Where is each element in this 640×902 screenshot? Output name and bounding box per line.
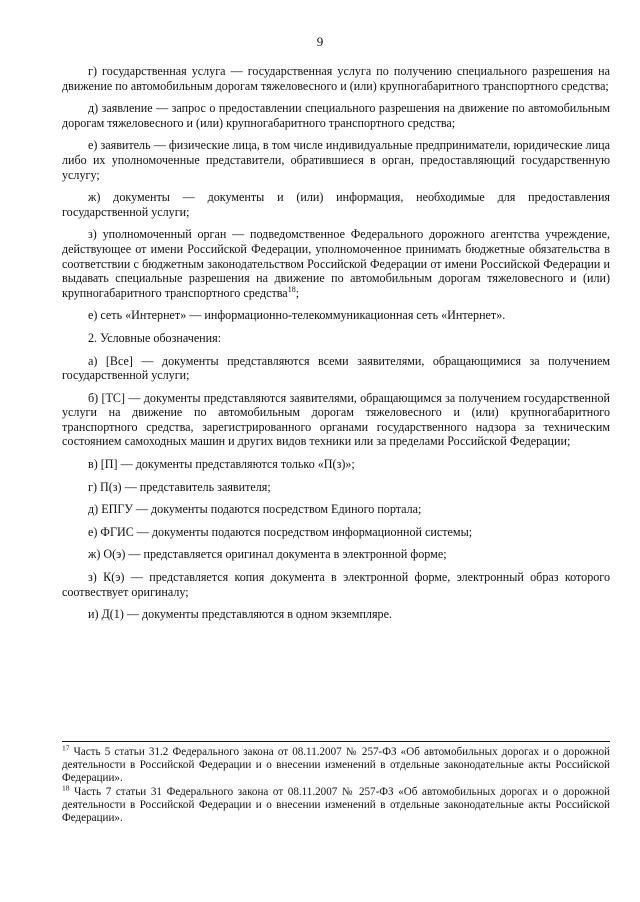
footnote-18 (62, 782, 610, 826)
footnote-mark: 18 (62, 782, 70, 792)
document-body (62, 64, 610, 630)
definition-applicant: е) заявитель — физические лица, в том числе индивидуальные предприниматели, юридические лица либо их уполномоченные представители, обратившиеся в орган, предоставляющий государственную услугу; (62, 138, 610, 182)
definition-application: д) заявление — запрос о предоставлении специального разрешения на движение по автомобильным дорогам тяжеловесного и (или) крупногабаритного транспортного средства; (62, 101, 610, 130)
page-number: 9 (316, 34, 324, 49)
definition-state-service: г) государственная услуга — государственная услуга по получению специального разрешения на движение по автомобильным дорогам тяжеловесного и (или) крупногабаритного транспортного средства; (62, 64, 610, 93)
legend-p: в) [П] — документы представляются только «П(з)»; (88, 457, 355, 472)
footnote-text: Часть 7 статьи 31 Федерального закона от 08.11.2007 № 257-ФЗ «Об автомобильных дорогах и о дорожной деятельности в Российской Федерации и о внесении изменений в отдельные законодательные акты Российской Федерации». (62, 785, 610, 825)
definition-authorized-body-text: з) уполномоченный орган — подведомственное Федерального дорожного агентства учреждение, действующее от имени Российской Федерации, уполномоченное принимать бюджетные обязательства в соответствии с бюджетным законодательством Российской Федерации от имени Российской Федерации и выдавать специальные разрешения на движение по автомобильным дорогам тяжеловесного и (или) крупногабаритного транспортного средства (62, 227, 610, 300)
legend-copy-electronic: з) К(э) — представляется копия документа в электронной форме, электронный образ которого соотвествует оригиналу; (62, 570, 610, 599)
footnote-divider (62, 741, 610, 742)
legend-fgis: е) ФГИС — документы подаются посредством информационной системы; (88, 524, 473, 539)
legend-all: а) [Все] — документы представляются всеми заявителями, обращающимися за получением государственной услуги; (62, 353, 610, 383)
footnote-mark: 17 (62, 743, 70, 753)
definition-internet: е) сеть «Интернет» — информационно-телекоммуникационная сеть «Интернет». (88, 308, 506, 323)
footnotes (62, 743, 610, 825)
definition-documents: ж) документы — документы и (или) информация, необходимые для предоставления государственной услуги; (62, 190, 610, 219)
legend-pz: г) П(з) — представитель заявителя; (88, 479, 271, 494)
definition-authorized-body (62, 227, 610, 300)
legend-epgu: д) ЕПГУ — документы подаются посредством Единого портала; (88, 502, 422, 517)
footnote-ref-18: 18 (287, 284, 296, 294)
definition-authorized-body-suffix: ; (295, 285, 300, 300)
footnote-17 (62, 743, 610, 786)
section-legend-heading: 2. Условные обозначения: (88, 330, 222, 345)
footnote-text: Часть 5 статьи 31.2 Федерального закона от 08.11.2007 № 257-ФЗ «Об автомобильных дорогах и о дорожной деятельности в Российской Федерации и о внесении изменений в отдельные законодательные акты Российской Федерации». (62, 746, 610, 785)
legend-single-copy: и) Д(1) — документы представляются в одном экземпляре. (88, 607, 392, 622)
legend-original-electronic: ж) О(э) — представляется оригинал документа в электронной форме; (88, 547, 447, 562)
legend-ts: б) [ТС] — документы представляются заявителями, обращающимся за получением государственной услуги на движение по автомобильным дорогам тяжеловесного и (или) крупногабаритного транспортного средства, зарегистрированного органами государственного надзора за техническим состоянием самоходных машин и других видов техники или за пределами Российской Федерации; (62, 390, 610, 449)
